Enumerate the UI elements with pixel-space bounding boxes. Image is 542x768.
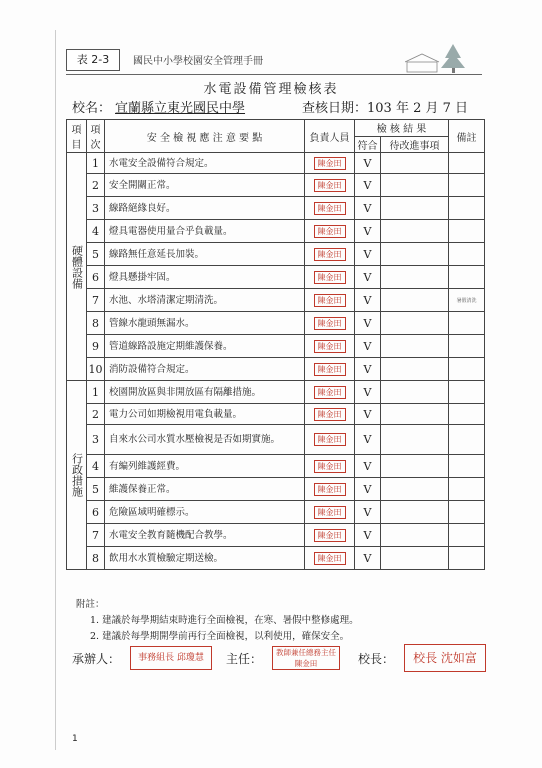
- date-value: 103 年 2 月 7 日: [367, 101, 469, 116]
- item-number: 6: [87, 266, 105, 289]
- improve-cell: [381, 455, 449, 478]
- remark-cell: [449, 358, 485, 381]
- category-cell: 硬體設備: [67, 153, 87, 381]
- conform-check: V: [355, 335, 381, 358]
- header-improve: 待改進事項: [381, 136, 449, 153]
- item-text: 線路絕緣良好。: [105, 197, 305, 220]
- header-remark: 備註: [449, 120, 485, 153]
- responsible-cell: [305, 478, 355, 501]
- conform-check: V: [355, 174, 381, 197]
- item-text: 安全開關正常。: [105, 174, 305, 197]
- improve-cell: [381, 358, 449, 381]
- item-number: 4: [87, 455, 105, 478]
- improve-cell: [381, 197, 449, 220]
- school-value: 宜蘭縣立東光國民中學: [115, 101, 246, 116]
- remark-cell: [449, 478, 485, 501]
- conform-check: V: [355, 153, 381, 174]
- conform-check: V: [355, 243, 381, 266]
- improve-cell: [381, 547, 449, 570]
- item-number: 10: [87, 358, 105, 381]
- responsible-cell: [305, 501, 355, 524]
- item-number: 5: [87, 478, 105, 501]
- note-line-1: 1. 建議於每學期結束時進行全面檢視，在寒、暑假中整修處理。: [90, 615, 359, 626]
- responsible-cell: [305, 425, 355, 455]
- table-row: [67, 174, 485, 197]
- item-text: 校園開放區與非開放區有隔離措施。: [105, 381, 305, 404]
- remark-cell: [449, 335, 485, 358]
- improve-cell: [381, 478, 449, 501]
- item-text: 維護保養正常。: [105, 478, 305, 501]
- item-number: 6: [87, 501, 105, 524]
- improve-cell: [381, 312, 449, 335]
- item-number: 8: [87, 547, 105, 570]
- category-cell: 行政措施: [67, 381, 87, 570]
- table-row: [67, 404, 485, 425]
- header-responsible: 負責人員: [305, 120, 355, 153]
- responsible-stamp: 陳金田: [314, 506, 346, 519]
- responsible-cell: [305, 174, 355, 197]
- item-number: 2: [87, 404, 105, 425]
- remark-cell: [449, 220, 485, 243]
- table-row: [67, 381, 485, 404]
- header-no: 項次: [87, 120, 105, 153]
- responsible-cell: [305, 220, 355, 243]
- improve-cell: [381, 220, 449, 243]
- responsible-cell: [305, 335, 355, 358]
- remark-cell: [449, 524, 485, 547]
- note-line-2: 2. 建議於每學期開學前再行全面檢視，以利使用，確保安全。: [90, 631, 350, 642]
- handler-label: 承辦人：: [72, 652, 121, 666]
- responsible-cell: [305, 404, 355, 425]
- improve-cell: [381, 289, 449, 312]
- conform-check: V: [355, 455, 381, 478]
- responsible-stamp: 陳金田: [314, 317, 346, 330]
- remark-cell: [449, 312, 485, 335]
- item-number: 8: [87, 312, 105, 335]
- conform-check: V: [355, 289, 381, 312]
- responsible-stamp: 陳金田: [314, 386, 346, 399]
- school-label: 校名：: [72, 101, 112, 116]
- item-number: 1: [87, 381, 105, 404]
- remark-cell: [449, 174, 485, 197]
- improve-cell: [381, 381, 449, 404]
- improve-cell: [381, 243, 449, 266]
- item-number: 5: [87, 243, 105, 266]
- school-field: [72, 97, 245, 116]
- responsible-stamp: 陳金田: [314, 483, 346, 496]
- conform-check: V: [355, 220, 381, 243]
- improve-cell: [381, 425, 449, 455]
- responsible-stamp: 陳金田: [314, 271, 346, 284]
- item-text: 燈具電器使用量合乎負載量。: [105, 220, 305, 243]
- table-row: [67, 289, 485, 312]
- conform-check: V: [355, 425, 381, 455]
- responsible-cell: [305, 455, 355, 478]
- table-number-tag: 表 2-3: [66, 49, 120, 71]
- item-text: 管道線路設施定期維護保養。: [105, 335, 305, 358]
- item-text: 飲用水水質檢驗定期送檢。: [105, 547, 305, 570]
- page-number: 1: [72, 734, 78, 744]
- notes: [76, 597, 359, 645]
- manual-title: 國民中小學校園安全管理手冊: [133, 56, 263, 67]
- conform-check: V: [355, 197, 381, 220]
- item-text: 水電安全設備符合規定。: [105, 153, 305, 174]
- table-row: [67, 220, 485, 243]
- responsible-cell: [305, 547, 355, 570]
- improve-cell: [381, 335, 449, 358]
- item-text: 電力公司如期檢視用電負載量。: [105, 404, 305, 425]
- responsible-stamp: 陳金田: [314, 179, 346, 192]
- form-title: 水電設備管理檢核表: [203, 82, 339, 97]
- improve-cell: [381, 266, 449, 289]
- improve-cell: [381, 153, 449, 174]
- remark-cell: [449, 243, 485, 266]
- item-text: 管線水龍頭無漏水。: [105, 312, 305, 335]
- conform-check: V: [355, 358, 381, 381]
- item-text: 消防設備符合規定。: [105, 358, 305, 381]
- responsible-stamp: 陳金田: [314, 529, 346, 542]
- header-result: 檢 核 結 果: [355, 120, 449, 137]
- date-label: 查核日期：: [302, 101, 368, 116]
- principal-stamp: 校長 沈如富: [404, 644, 486, 672]
- responsible-cell: [305, 153, 355, 174]
- remark-cell: [449, 153, 485, 174]
- table-row: [67, 455, 485, 478]
- item-text: 有編列維護經費。: [105, 455, 305, 478]
- item-text: 危險區域明確標示。: [105, 501, 305, 524]
- responsible-stamp: 陳金田: [314, 340, 346, 353]
- item-text: 水電安全教育隨機配合教學。: [105, 524, 305, 547]
- handler-stamp: 事務組長 邱瓊慧: [130, 646, 212, 670]
- responsible-cell: [305, 312, 355, 335]
- conform-check: V: [355, 404, 381, 425]
- responsible-stamp: 陳金田: [314, 363, 346, 376]
- responsible-cell: [305, 524, 355, 547]
- item-number: 3: [87, 425, 105, 455]
- table-row: [67, 425, 485, 455]
- header-category: 項目: [67, 120, 87, 153]
- director-label: 主任：: [226, 652, 263, 666]
- responsible-stamp: 陳金田: [314, 202, 346, 215]
- table-body: [67, 153, 485, 570]
- table-row: [67, 266, 485, 289]
- responsible-stamp: 陳金田: [314, 408, 346, 421]
- inspection-table: [66, 119, 485, 570]
- item-number: 7: [87, 524, 105, 547]
- item-number: 7: [87, 289, 105, 312]
- header-conform: 符合: [355, 136, 381, 153]
- header-item: 安 全 檢 視 應 注 意 要 點: [105, 120, 305, 153]
- conform-check: V: [355, 266, 381, 289]
- remark-cell: [449, 501, 485, 524]
- remark-cell: [449, 404, 485, 425]
- table-row: [67, 335, 485, 358]
- item-number: 4: [87, 220, 105, 243]
- principal-label: 校長：: [358, 652, 395, 666]
- conform-check: V: [355, 312, 381, 335]
- school-scenery-icon: [405, 40, 473, 74]
- responsible-stamp: 陳金田: [314, 225, 346, 238]
- responsible-cell: [305, 197, 355, 220]
- remark-cell: [449, 455, 485, 478]
- conform-check: V: [355, 478, 381, 501]
- remark-cell: [449, 425, 485, 455]
- table-row: [67, 524, 485, 547]
- table-row: [67, 358, 485, 381]
- remark-cell: [449, 547, 485, 570]
- improve-cell: [381, 501, 449, 524]
- responsible-stamp: 陳金田: [314, 552, 346, 565]
- item-text: 線路無任意延長加裝。: [105, 243, 305, 266]
- responsible-stamp: 陳金田: [314, 248, 346, 261]
- responsible-stamp: 陳金田: [314, 294, 346, 307]
- date-field: [302, 97, 468, 116]
- table-row: [67, 243, 485, 266]
- remark-cell: 暑假清洗: [449, 289, 485, 312]
- remark-cell: [449, 381, 485, 404]
- item-number: 9: [87, 335, 105, 358]
- conform-check: V: [355, 501, 381, 524]
- item-text: 燈具懸掛牢固。: [105, 266, 305, 289]
- responsible-stamp: 陳金田: [314, 460, 346, 473]
- remark-cell: [449, 266, 485, 289]
- header-divider: [66, 74, 482, 75]
- director-stamp: 教師兼任總務主任 陳金田: [272, 646, 340, 670]
- item-text: 自來水公司水質水壓檢視是否如期實施。: [105, 425, 305, 455]
- improve-cell: [381, 524, 449, 547]
- improve-cell: [381, 174, 449, 197]
- responsible-cell: [305, 266, 355, 289]
- item-text: 水池、水塔清潔定期清洗。: [105, 289, 305, 312]
- responsible-cell: [305, 243, 355, 266]
- table-row: [67, 197, 485, 220]
- item-number: 2: [87, 174, 105, 197]
- responsible-stamp: 陳金田: [314, 433, 346, 446]
- binding-line: [55, 30, 56, 750]
- conform-check: V: [355, 524, 381, 547]
- table-row: [67, 312, 485, 335]
- conform-check: V: [355, 547, 381, 570]
- responsible-cell: [305, 289, 355, 312]
- table-row: [67, 547, 485, 570]
- improve-cell: [381, 404, 449, 425]
- responsible-stamp: 陳金田: [314, 157, 346, 170]
- notes-label: 附註：: [76, 599, 105, 610]
- table-row: [67, 153, 485, 174]
- item-number: 3: [87, 197, 105, 220]
- responsible-cell: [305, 381, 355, 404]
- table-row: [67, 501, 485, 524]
- responsible-cell: [305, 358, 355, 381]
- table-row: [67, 478, 485, 501]
- conform-check: V: [355, 381, 381, 404]
- remark-cell: [449, 197, 485, 220]
- item-number: 1: [87, 153, 105, 174]
